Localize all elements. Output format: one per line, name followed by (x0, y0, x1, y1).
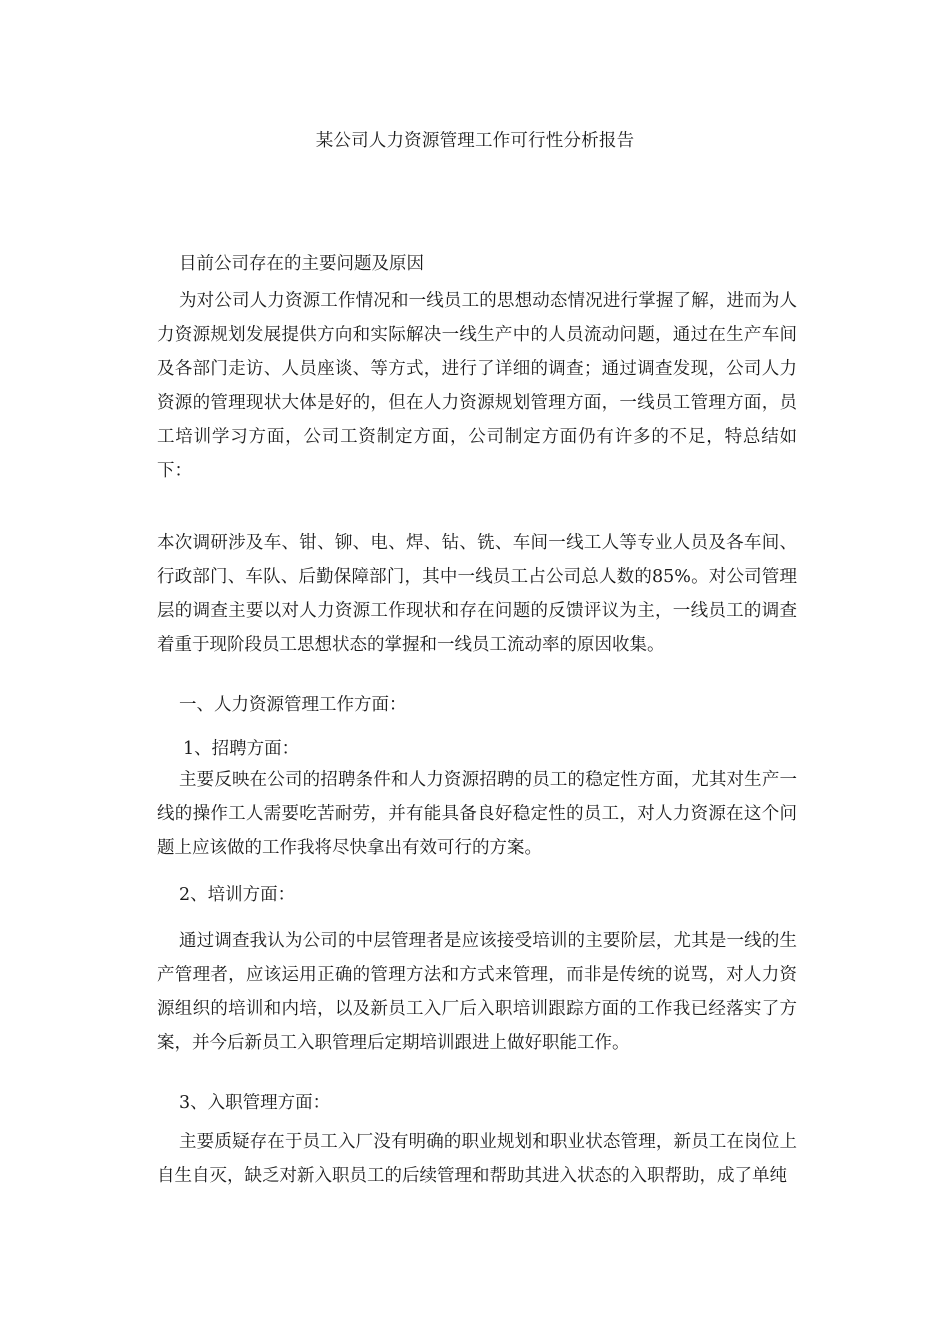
item3-heading: 3、入职管理方面： (179, 1093, 331, 1113)
intro-paragraph: 为对公司人力资源工作情况和一线员工的思想动态情况进行掌握了解，进而为人力资源规划发展提供方向和实际解决一线生产中的人员流动问题，通过在生产车间及各部门走访、人员座谈、等方式，进行了详细的调查；通过调查发现，公司人力资源的管理现状大体是好的，但在人力资源规划管理方面，一线员工管理方面，员工培训学习方面，公司工资制定方面，公司制定方面仍有许多的不足，特总结如下： (157, 291, 797, 481)
survey-paragraph: 本次调研涉及车、钳、铆、电、焊、钻、铣、车间一线工人等专业人员及各车间、行政部门、车队、后勤保障部门，其中一线员工占公司总人数的85%。对公司管理层的调查主要以对人力资源工作现状和存在问题的反馈评议为主，一线员工的调查着重于现阶段员工思想状态的掌握和一线员工流动率的原因收集。 (157, 533, 797, 655)
section-heading: 目前公司存在的主要问题及原因 (179, 254, 424, 274)
part1-heading: 一、人力资源管理工作方面： (179, 695, 407, 715)
document-title: 某公司人力资源管理工作可行性分析报告 (315, 131, 635, 151)
item1-heading: 1、招聘方面： (183, 739, 300, 759)
item3-paragraph: 主要质疑存在于员工入厂没有明确的职业规划和职业状态管理，新员工在岗位上自生自灭，缺乏对新入职员工的后续管理和帮助其进入状态的入职帮助，成了单纯 (157, 1132, 797, 1186)
item2-heading: 2、培训方面： (179, 885, 296, 905)
item2-paragraph: 通过调查我认为公司的中层管理者是应该接受培训的主要阶层，尤其是一线的生产管理者，应该运用正确的管理方法和方式来管理，而非是传统的说骂，对人力资源组织的培训和内培，以及新员工入厂后入职培训跟踪方面的工作我已经落实了方案，并今后新员工入职管理后定期培训跟进上做好职能工作。 (157, 931, 797, 1053)
item1-paragraph: 主要反映在公司的招聘条件和人力资源招聘的员工的稳定性方面，尤其对生产一线的操作工人需要吃苦耐劳，并有能具备良好稳定性的员工，对人力资源在这个问题上应该做的工作我将尽快拿出有效可行的方案。 (157, 770, 797, 858)
